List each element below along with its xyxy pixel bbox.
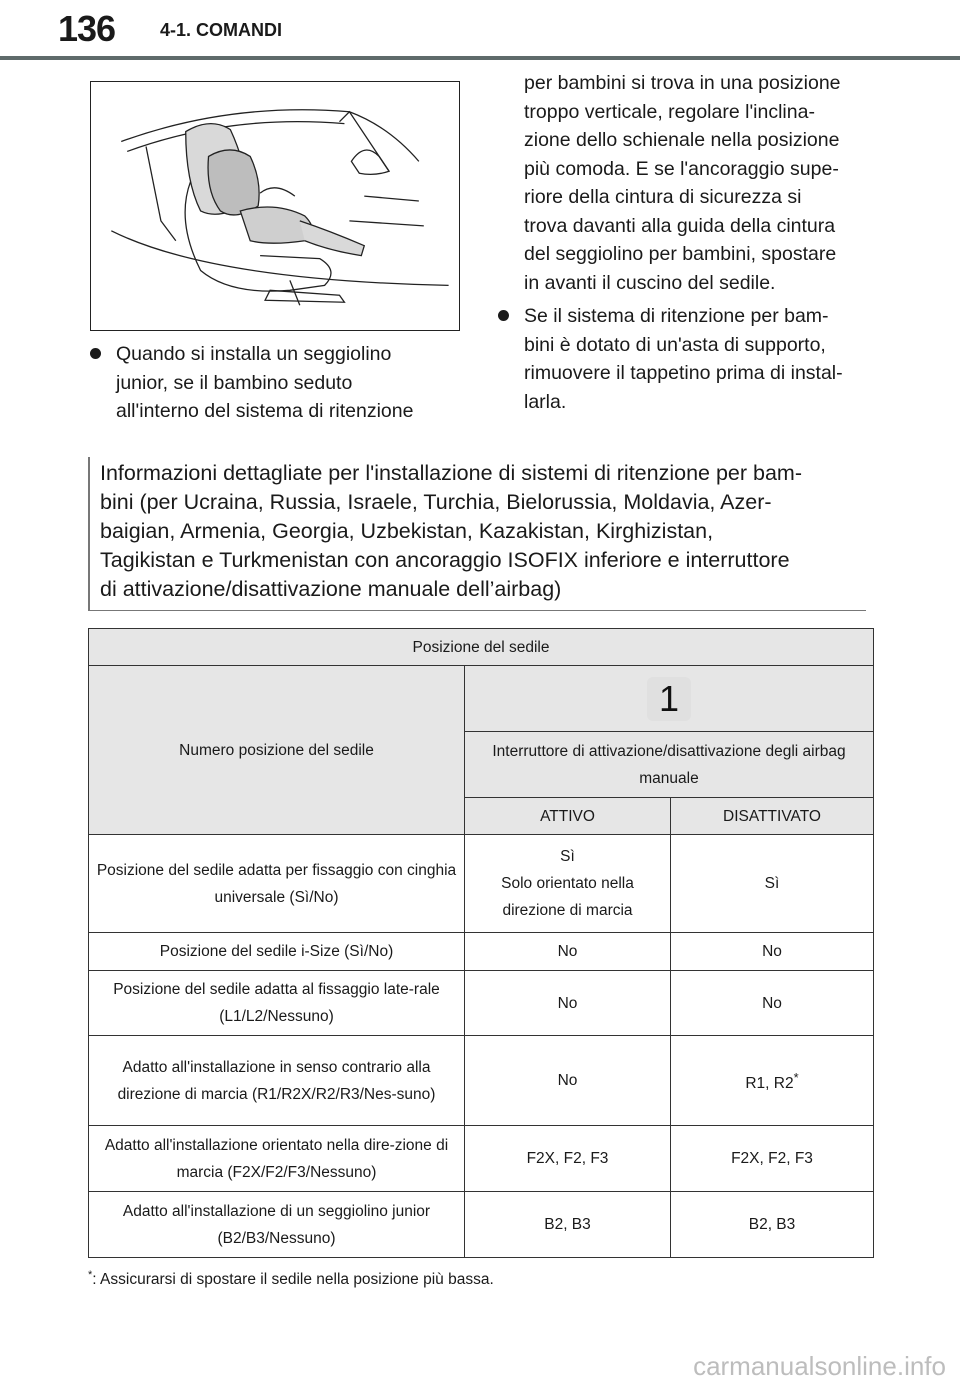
table-row	[89, 1036, 874, 1126]
seat-position-table	[88, 628, 874, 1258]
table-row	[89, 1126, 874, 1192]
cell-on: B2, B3	[465, 1192, 671, 1258]
paragraph-line: trova davanti alla guida della cintura	[524, 214, 836, 237]
footnote-text: : Assicurarsi di spostare il sedile nella posizione più bassa.	[92, 1271, 494, 1289]
info-line: Informazioni dettagliate per l'installazione di sistemi di ritenzione per bam-	[100, 461, 803, 485]
seat-number-cell	[465, 666, 874, 732]
cell-value: R1, R2	[745, 1075, 794, 1093]
table-title: Posizione del sedile	[89, 629, 874, 666]
paragraph-line: riore della cintura di sicurezza si	[524, 186, 802, 208]
row-header-seat-number: Numero posizione del sedile	[89, 666, 465, 835]
paragraph-line: più comoda. E se l'ancoraggio supe-	[524, 157, 839, 180]
col-header-on: ATTIVO	[465, 798, 671, 835]
paragraph-line: zione dello schienale nella posizione	[524, 129, 840, 151]
paragraph-line: in avanti il cuscino del sedile.	[524, 271, 776, 294]
paragraph-line: troppo verticale, regolare l'inclina-	[524, 100, 815, 123]
table-row	[89, 933, 874, 971]
bullet-dot-icon	[498, 310, 509, 321]
col-header-off: DISATTIVATO	[671, 798, 874, 835]
continued-paragraph	[524, 69, 884, 297]
row-label: Posizione del sedile adatta al fissaggio late-rale (L1/L2/Nessuno)	[89, 971, 465, 1036]
bullet-line: bini è dotato di un'asta di supporto,	[524, 333, 826, 356]
row-label: Posizione del sedile i-Size (Sì/No)	[89, 933, 465, 971]
info-box	[88, 457, 866, 611]
car-seat-drawing	[91, 82, 459, 330]
page-number: 136	[58, 8, 116, 49]
table-row	[89, 971, 874, 1036]
bullet-line: larla.	[524, 390, 567, 413]
cell-line: Solo orientato nella	[501, 875, 634, 892]
child-seat-illustration	[90, 81, 460, 331]
info-line: bini (per Ucraina, Russia, Israele, Turchia, Bielorussia, Moldavia, Azer-	[100, 490, 772, 514]
info-box-text	[100, 459, 865, 604]
row-label: Adatto all'installazione di un seggiolino junior (B2/B3/Nessuno)	[89, 1192, 465, 1258]
paragraph-line: per bambini si trova in una posizione	[524, 72, 841, 94]
footnote-symbol: *	[88, 1269, 93, 1281]
footnote-mark: *	[793, 1069, 799, 1085]
row-label: Posizione del sedile adatta per fissaggio con cinghia universale (Sì/No)	[89, 835, 465, 933]
cell-off: No	[671, 971, 874, 1036]
bullet-seggiolino-junior	[90, 340, 460, 426]
paragraph-line: del seggiolino per bambini, spostare	[524, 243, 837, 265]
bullet-dot-icon	[90, 348, 101, 359]
cell-line: Sì	[560, 848, 575, 865]
table-row	[89, 1192, 874, 1258]
cell-off: B2, B3	[671, 1192, 874, 1258]
bullet-line: Se il sistema di ritenzione per bam-	[524, 305, 829, 327]
cell-line: direzione di marcia	[502, 902, 633, 919]
info-line: di attivazione/disattivazione manuale dell’airbag)	[100, 577, 562, 601]
info-line: baigian, Armenia, Georgia, Uzbekistan, Kazakistan, Kirghizistan,	[100, 519, 714, 543]
cell-on: No	[465, 1036, 671, 1126]
row-label: Adatto all'installazione in senso contrario alla direzione di marcia (R1/R2X/R2/R3/Nes-suno)	[89, 1036, 465, 1126]
info-box-left-bar	[88, 457, 90, 611]
bullet-asta-supporto	[498, 302, 878, 416]
cell-on	[465, 835, 671, 933]
bullet-line: junior, se il bambino seduto	[116, 371, 353, 394]
cell-off: No	[671, 933, 874, 971]
cell-off	[671, 1036, 874, 1126]
seat-number-badge: 1	[647, 677, 691, 721]
chapter-title: 4-1. COMANDI	[160, 20, 283, 40]
cell-off: Sì	[671, 835, 874, 933]
info-line: Tagikistan e Turkmenistan con ancoraggio ISOFIX inferiore e interruttore	[100, 548, 790, 572]
watermark-text: carmanualsonline.info	[693, 1351, 946, 1381]
info-box-bottom-rule	[88, 610, 866, 612]
cell-off: F2X, F2, F3	[671, 1126, 874, 1192]
footnote	[88, 1269, 494, 1289]
header-divider	[0, 56, 960, 60]
cell-on: No	[465, 933, 671, 971]
row-label: Adatto all'installazione orientato nella dire-zione di marcia (F2X/F2/F3/Nessuno)	[89, 1126, 465, 1192]
bullet-line: rimuovere il tappetino prima di instal-	[524, 362, 843, 384]
cell-on: No	[465, 971, 671, 1036]
bullet-line: all'interno del sistema di ritenzione	[116, 400, 414, 422]
airbag-switch-header: Interruttore di attivazione/disattivazione degli airbag manuale	[465, 732, 874, 798]
page-header	[0, 0, 960, 62]
cell-on: F2X, F2, F3	[465, 1126, 671, 1192]
table-row	[89, 835, 874, 933]
bullet-line: Quando si installa un seggiolino	[116, 343, 392, 365]
